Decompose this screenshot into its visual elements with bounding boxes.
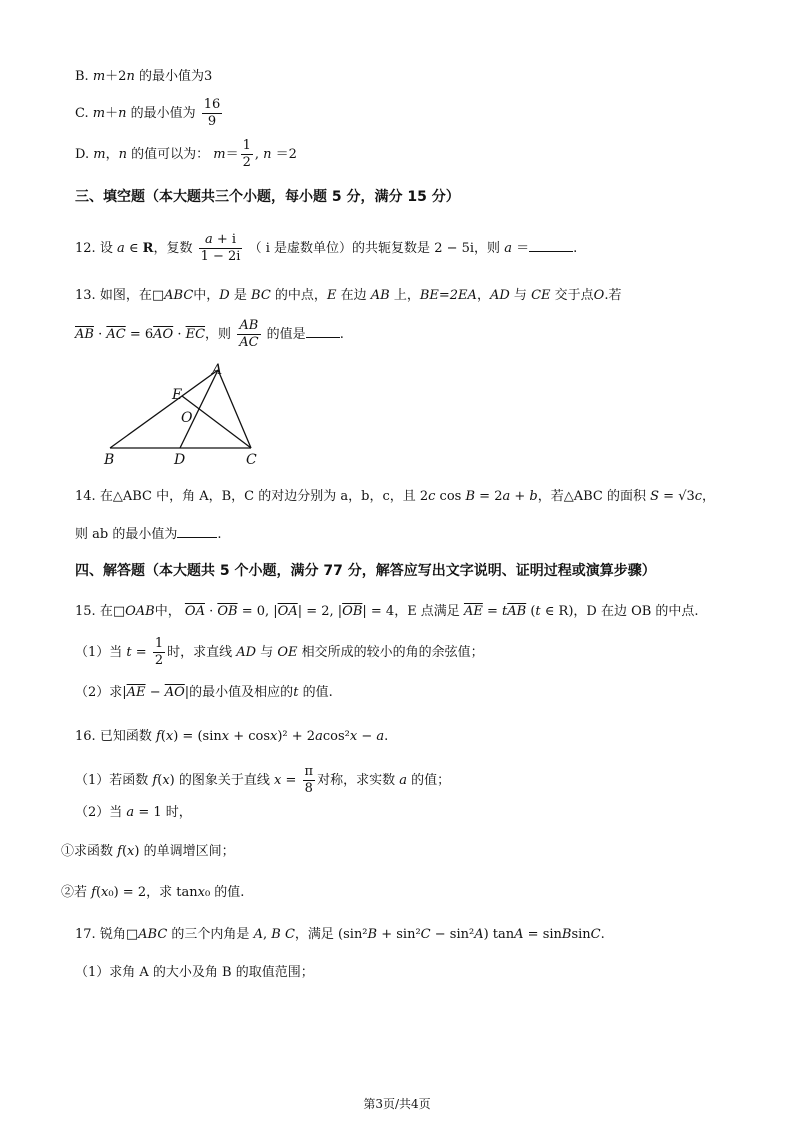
label-d: D — [174, 452, 186, 468]
fraction-16-9: $\frac{16}{9}$ — [203, 97, 221, 129]
question-14-cont: 则 ab 的最小值为 . — [75, 527, 222, 542]
question-15: 15. 在□OAB中， $\overline{OA} \cdot \overline{OB} = 0$, $|\overline{OA}| = 2$, $|\overline{OB}| = 4$，E 点满足 $\overline{AE} = t\overline{AB}$ (t ∈ R)，D 在边 OB 的中点. — [75, 604, 699, 619]
answer-blank[interactable] — [177, 537, 217, 538]
question-15-part-1: （1）当 t = $\frac{1}{2}$ 时，求直线 AD 与 OE 相交所成的较小的角的余弦值； — [75, 636, 484, 668]
answer-blank[interactable] — [529, 251, 573, 252]
question-16-part-1: （1）若函数 f(x) 的图象关于直线 x = $\frac{\pi}{8}$ 对称，求实数 a 的值； — [75, 764, 451, 796]
option-b: B. m＋2n 的最小值为3 — [75, 69, 213, 84]
label-c: C — [246, 452, 257, 468]
triangle-figure — [95, 360, 275, 470]
page-footer: 第3页/共4页 — [363, 1097, 431, 1111]
label-e: E — [172, 387, 183, 403]
answer-blank[interactable] — [306, 337, 340, 338]
section-3-heading: 三、填空题（本大题共三个小题，每小题 5 分，满分 15 分） — [75, 189, 460, 205]
question-16: 16. 已知函数 f(x) = (sinx + cosx)² + 2acos²x − a. — [75, 729, 389, 744]
option-c: C. m＋n 的最小值为 $\frac{16}{9}$ — [75, 97, 221, 129]
label-a: A — [212, 362, 223, 378]
question-14: 14. 在△ABC 中，角 A，B，C 的对边分别为 a，b，c，且 2c cos B = 2a + b，若△ABC 的面积 S = √3c， — [75, 489, 716, 504]
question-16-sub-2: ②若 f(x₀) = 2，求 tanx₀ 的值. — [61, 885, 245, 900]
side-ba — [110, 370, 218, 448]
label-o: O — [181, 410, 193, 426]
label-b: B — [104, 452, 115, 468]
question-16-part-2: （2）当 a = 1 时， — [75, 805, 192, 820]
question-16-sub-1: ①求函数 f(x) 的单调增区间； — [61, 844, 235, 859]
question-13: 13. 如图，在□ABC中，D 是 BC 的中点，E 在边 AB 上，BE=2EA，AD 与 CE 交于点O.若 — [75, 288, 622, 303]
question-13-condition: $\overline{AB} \cdot \overline{AC} = 6\overline{AO} \cdot \overline{EC}$，则 $\frac{AB}{AC}$ 的值是 . — [75, 318, 344, 350]
question-15-part-2: （2）求$|\overline{AE} - \overline{AO}|$的最小值及相应的t 的值. — [75, 685, 333, 700]
question-17-part-1: （1）求角 A 的大小及角 B 的取值范围； — [75, 965, 314, 980]
question-12: 12. 设 a ∈ R，复数 $\frac{a + i}{1 - 2i}$ （ i 是虚数单位）的共轭复数是 2 − 5i，则 a ＝ . — [75, 232, 578, 264]
section-4-heading: 四、解答题（本大题共 5 个小题，满分 77 分，解答应写出文字说明、证明过程或演算步骤） — [75, 563, 656, 579]
option-d: D. m，n 的值可以为： m＝ $\frac{1}{2}$ , n ＝2 — [75, 138, 297, 170]
question-17: 17. 锐角□ABC 的三个内角是 A, B C，满足 (sin²B + sin²C − sin²A) tanA = sinBsinC. — [75, 927, 605, 942]
